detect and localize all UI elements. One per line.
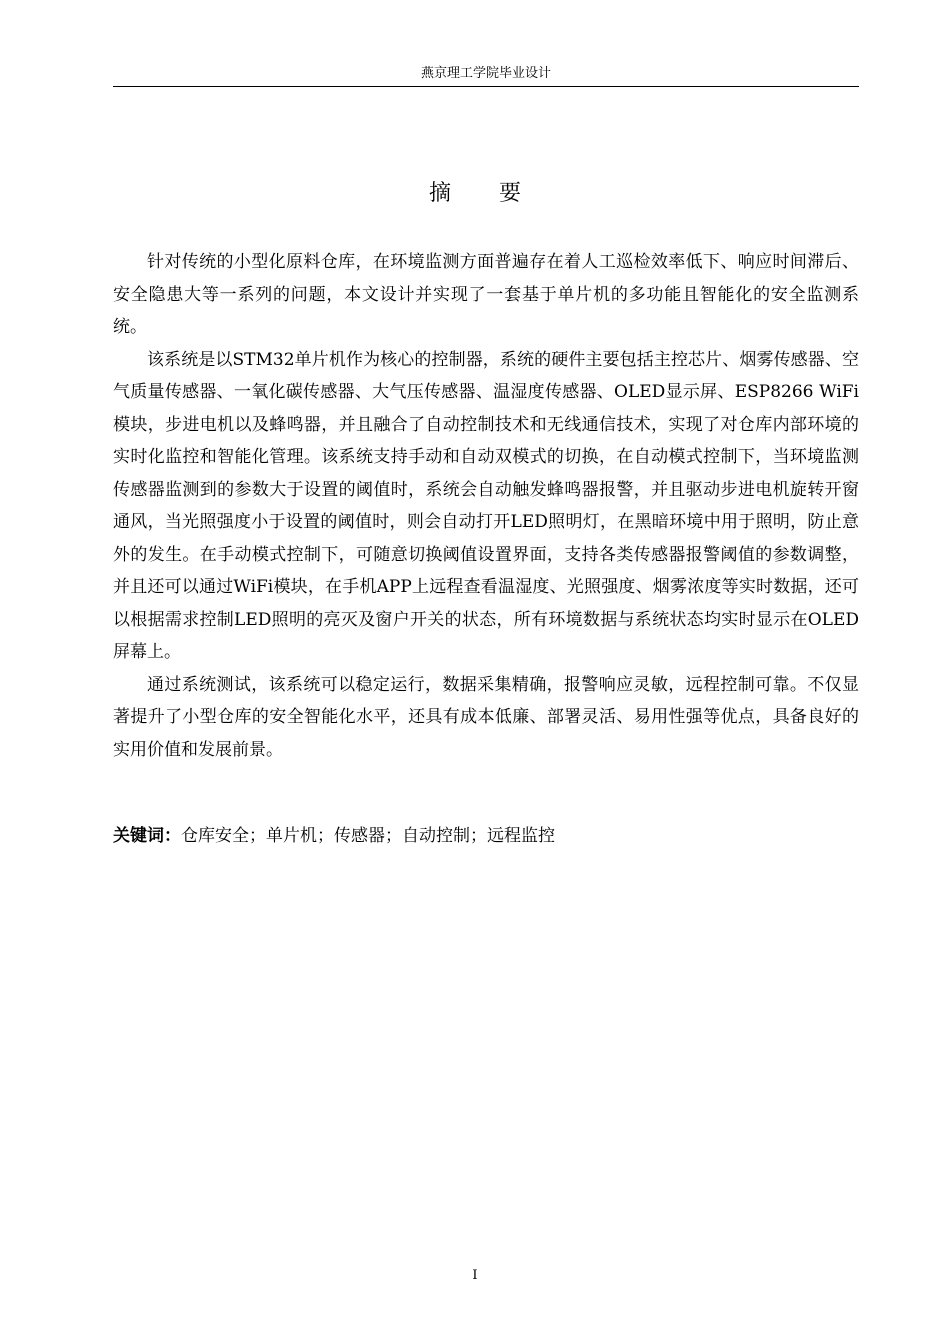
keywords-line (113, 823, 859, 849)
abstract-title-char-1: 摘 (428, 181, 451, 206)
abstract-title-char-2: 要 (499, 181, 522, 206)
keywords-label: 关键词： (113, 826, 181, 846)
abstract-title (0, 178, 950, 210)
header-school-title: 燕京理工学院毕业设计 (420, 66, 551, 81)
abstract-paragraph-2: 该系统是以STM32单片机作为核心的控制器，系统的硬件主要包括主控芯片、烟雾传感器、空气质量传感器、一氧化碳传感器、大气压传感器、温湿度传感器、OLED显示屏、ESP8266 WiFi模块，步进电机以及蜂鸣器，并且融合了自动控制技术和无线通信技术，实现了对仓库内部环境的实时化监控和智能化管理。该系统支持手动和自动双模式的切换，在自动模式控制下，当环境监测传感器监测到的参数大于设置的阈值时，系统会自动触发蜂鸣器报警，并且驱动步进电机旋转开窗通风，当光照强度小于设置的阈值时，则会自动打开LED照明灯，在黑暗环境中用于照明，防止意外的发生。在手动模式控制下，可随意切换阈值设置界面，支持各类传感器报警阈值的参数调整，并且还可以通过WiFi模块，在手机APP上远程查看温湿度、光照强度、烟雾浓度等实时数据，还可以根据需求控制LED照明的亮灭及窗户开关的状态，所有环境数据与系统状态均实时显示在OLED屏幕上。 (113, 349, 859, 662)
keywords-value: 仓库安全；单片机；传感器；自动控制；远程监控 (181, 826, 555, 846)
abstract-body (113, 246, 859, 766)
abstract-paragraph-1: 针对传统的小型化原料仓库，在环境监测方面普遍存在着人工巡检效率低下、响应时间滞后、安全隐患大等一系列的问题，本文设计并实现了一套基于单片机的多功能且智能化的安全监测系统。 (113, 252, 859, 337)
page-number: I (472, 1268, 478, 1283)
page-header (113, 66, 859, 87)
abstract-paragraph-3: 通过系统测试，该系统可以稳定运行，数据采集精确，报警响应灵敏，远程控制可靠。不仅显著提升了小型仓库的安全智能化水平，还具有成本低廉、部署灵活、易用性强等优点，具备良好的实用价值和发展前景。 (113, 674, 859, 760)
